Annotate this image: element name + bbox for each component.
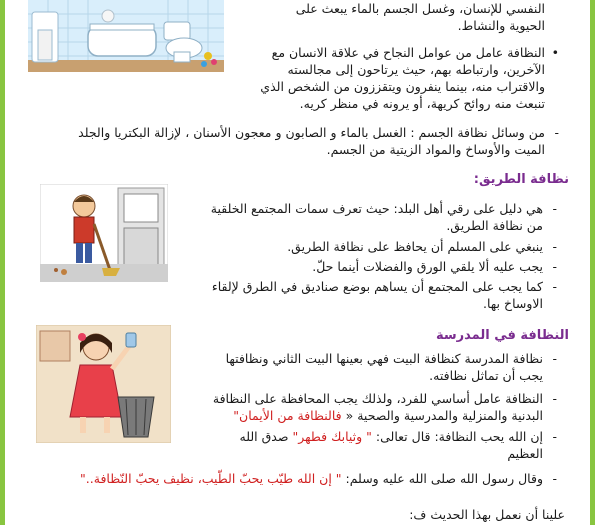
bullet-line: كما يجب على المجتمع أن يساهم بوضع صناديق في الطرق لإلقاء xyxy=(211,279,543,294)
bullet-line: النظافة عامل من عوامل النجاح في علاقة الانسان مع xyxy=(271,45,545,60)
road-section-heading: نظافة الطريق: xyxy=(473,172,569,187)
school-item-3 xyxy=(163,428,557,462)
footer-line: علينا أن نعمل بهذا الحديث ف: xyxy=(409,507,565,522)
right-green-border xyxy=(590,0,595,525)
school-item-4 xyxy=(43,470,557,487)
bullet-line: العظيم xyxy=(507,446,543,461)
bullet-line xyxy=(43,470,543,487)
school-item-2 xyxy=(163,390,557,424)
bullet-line: تنبعث منه روائح كريهة، أو يرونه في منظر كريه. xyxy=(299,96,545,111)
intro-line: الحيوية والنشاط. xyxy=(457,18,545,33)
bullet-dash: - xyxy=(552,391,557,406)
road-item-1 xyxy=(163,200,557,234)
road-item-2 xyxy=(163,238,557,255)
body-bullet-1 xyxy=(95,44,559,112)
quote-red: فالنظافة من الأيمان" xyxy=(233,408,342,423)
girl-cleaning-illustration xyxy=(36,325,171,443)
school-section-heading: النظافة في المدرسة xyxy=(435,328,569,343)
quran-quote: " وثيابك فطهر" xyxy=(292,429,372,444)
bullet-line: النظافة عامل أساسي للفرد، ولذلك يجب المحافظة على النظافة xyxy=(212,391,543,406)
bullet-dash: - xyxy=(552,279,557,294)
bullet-dash: - xyxy=(552,201,557,216)
bullet-text: صدق الله xyxy=(239,429,289,444)
bullet-line: نظافة المدرسة كنظافة البيت فهي بعينها البيت الثاني ونظافتها xyxy=(225,351,543,366)
bullet-line xyxy=(163,428,543,445)
bullet-dot: • xyxy=(551,45,559,60)
school-item-1 xyxy=(163,350,557,384)
bullet-line: من وسائل نظافة الجسم : الغسل بالماء و الصابون و معجون الأسنان ، لإزالة البكتريا والجلد xyxy=(78,125,545,140)
bullet-text: وقال رسول الله صلى الله عليه وسلم: xyxy=(345,471,543,486)
bullet-line: من نظافة الطريق. xyxy=(446,218,543,233)
bullet-dash: - xyxy=(552,239,557,254)
bullet-line: ينبغي على المسلم أن يحافظ على نظافة الطريق. xyxy=(287,239,543,254)
bullet-line: يجب أن تماثل نظافته. xyxy=(429,368,543,383)
bullet-text: إن الله يحب النظافة: قال تعالى: xyxy=(375,429,543,444)
road-item-3 xyxy=(163,258,557,275)
bullet-dash: - xyxy=(552,471,557,486)
street-sweeper-illustration xyxy=(40,184,168,282)
road-item-4 xyxy=(163,278,557,312)
intro-line: النفسي للإنسان، وغسل الجسم بالماء يبعث على xyxy=(295,1,545,16)
bullet-line: هي دليل على رقي أهل البلد: حيث تعرف سمات المجتمع الخلقية xyxy=(210,201,543,216)
bullet-line: والاقتراب منه، بينما ينفرون ويتقززون من الشخص الذي xyxy=(260,79,545,94)
bullet-line: الميت والأوساخ والمواد الزيتية من الجسم. xyxy=(326,142,545,157)
bullet-dash: - xyxy=(552,351,557,366)
bullet-text: البدنية والمنزلية والمدرسية والصحية « xyxy=(345,408,543,423)
bullet-line xyxy=(163,407,543,424)
bullet-line: الاوساخ بها. xyxy=(483,296,543,311)
bullet-line: يجب عليه ألا يلقي الورق والفضلات أينما حلّ. xyxy=(312,259,543,274)
bullet-line: الآخرين، وارتباطه بهم، حيث يرتاحون إلى مجالسته xyxy=(287,62,545,77)
bullet-dash: - xyxy=(552,259,557,274)
body-bullet-2 xyxy=(45,124,559,158)
bullet-dash: - xyxy=(552,429,557,444)
left-green-border xyxy=(0,0,5,525)
hadith-quote: " إن الله طيّب يحبّ الطّيب، نظيف يحبّ النّظافة.." xyxy=(80,471,342,486)
intro-paragraph xyxy=(65,0,545,34)
bullet-dash: - xyxy=(554,125,559,140)
